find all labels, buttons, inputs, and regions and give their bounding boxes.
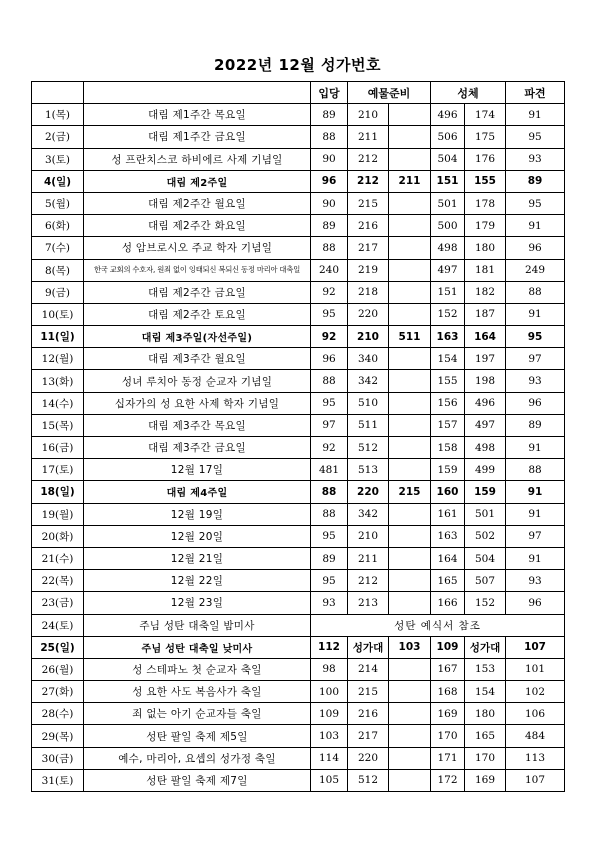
dismissal-cell: 106 xyxy=(506,703,565,725)
occasion-cell: 12월 23일 xyxy=(84,592,311,614)
offertory-cell-1: 212 xyxy=(348,170,389,192)
communion-cell-2: 169 xyxy=(465,769,506,791)
offertory-cell-1: 215 xyxy=(348,681,389,703)
communion-cell-2: 507 xyxy=(465,570,506,592)
date-cell: 30(금) xyxy=(32,747,84,769)
offertory-cell-2 xyxy=(389,703,431,725)
offertory-cell-1: 213 xyxy=(348,592,389,614)
occasion-cell: 대림 제3주간 금요일 xyxy=(84,437,311,459)
date-cell: 3(토) xyxy=(32,148,84,170)
header-row xyxy=(32,82,565,104)
dismissal-cell: 93 xyxy=(506,570,565,592)
offertory-cell-2 xyxy=(389,392,431,414)
offertory-cell-2 xyxy=(389,547,431,569)
dismissal-cell: 93 xyxy=(506,370,565,392)
table-row xyxy=(32,370,565,392)
communion-cell-2: 496 xyxy=(465,392,506,414)
occasion-cell: 대림 제2주간 화요일 xyxy=(84,215,311,237)
date-cell: 26(월) xyxy=(32,658,84,680)
offertory-cell-1: 211 xyxy=(348,126,389,148)
dismissal-cell: 95 xyxy=(506,126,565,148)
dismissal-cell: 91 xyxy=(506,547,565,569)
occasion-cell: 12월 20일 xyxy=(84,525,311,547)
entrance-cell: 100 xyxy=(311,681,348,703)
date-cell: 17(토) xyxy=(32,459,84,481)
offertory-cell-2: 211 xyxy=(389,170,431,192)
entrance-cell: 92 xyxy=(311,437,348,459)
table-row xyxy=(32,747,565,769)
occasion-cell: 주님 성탄 대축일 밤미사 xyxy=(84,614,311,636)
occasion-cell: 성 요한 사도 복음사가 축일 xyxy=(84,681,311,703)
offertory-cell-1: 성가대 xyxy=(348,636,389,658)
offertory-cell-2 xyxy=(389,348,431,370)
header-occasion xyxy=(84,82,311,104)
table-row xyxy=(32,681,565,703)
occasion-cell: 죄 없는 아기 순교자들 축일 xyxy=(84,703,311,725)
date-cell: 19(월) xyxy=(32,503,84,525)
offertory-cell-2 xyxy=(389,525,431,547)
date-cell: 23(금) xyxy=(32,592,84,614)
table-row xyxy=(32,592,565,614)
dismissal-cell: 96 xyxy=(506,592,565,614)
entrance-cell: 481 xyxy=(311,459,348,481)
dismissal-cell: 97 xyxy=(506,525,565,547)
offertory-cell-1: 214 xyxy=(348,658,389,680)
header-date xyxy=(32,82,84,104)
communion-cell-1: 158 xyxy=(431,437,465,459)
date-cell: 29(목) xyxy=(32,725,84,747)
communion-cell-1: 157 xyxy=(431,414,465,436)
occasion-cell: 대림 제2주일 xyxy=(84,170,311,192)
communion-cell-1: 171 xyxy=(431,747,465,769)
communion-cell-2: 501 xyxy=(465,503,506,525)
communion-cell-1: 155 xyxy=(431,370,465,392)
offertory-cell-2 xyxy=(389,459,431,481)
communion-cell-1: 501 xyxy=(431,192,465,214)
communion-cell-1: 500 xyxy=(431,215,465,237)
offertory-cell-2 xyxy=(389,148,431,170)
dismissal-cell: 91 xyxy=(506,437,565,459)
occasion-cell: 대림 제3주간 목요일 xyxy=(84,414,311,436)
dismissal-cell: 88 xyxy=(506,281,565,303)
table-row xyxy=(32,769,565,791)
table-row xyxy=(32,725,565,747)
table-row xyxy=(32,703,565,725)
dismissal-cell: 101 xyxy=(506,658,565,680)
offertory-cell-2 xyxy=(389,192,431,214)
communion-cell-1: 166 xyxy=(431,592,465,614)
dismissal-cell: 95 xyxy=(506,192,565,214)
communion-cell-2: 182 xyxy=(465,281,506,303)
occasion-cell: 대림 제2주간 금요일 xyxy=(84,281,311,303)
table-row xyxy=(32,326,565,348)
occasion-cell: 대림 제4주일 xyxy=(84,481,311,503)
communion-cell-2: 175 xyxy=(465,126,506,148)
entrance-cell: 88 xyxy=(311,503,348,525)
entrance-cell: 88 xyxy=(311,370,348,392)
occasion-cell: 대림 제1주간 목요일 xyxy=(84,104,311,126)
entrance-cell: 105 xyxy=(311,769,348,791)
communion-cell-1: 160 xyxy=(431,481,465,503)
dismissal-cell: 97 xyxy=(506,348,565,370)
merged-note-cell: 성탄 예식서 참조 xyxy=(311,614,565,636)
occasion-cell: 대림 제1주간 금요일 xyxy=(84,126,311,148)
date-cell: 4(일) xyxy=(32,170,84,192)
offertory-cell-1: 210 xyxy=(348,326,389,348)
occasion-cell: 12월 19일 xyxy=(84,503,311,525)
offertory-cell-2 xyxy=(389,570,431,592)
entrance-cell: 112 xyxy=(311,636,348,658)
offertory-cell-2 xyxy=(389,237,431,259)
date-cell: 15(목) xyxy=(32,414,84,436)
communion-cell-1: 168 xyxy=(431,681,465,703)
offertory-cell-2: 103 xyxy=(389,636,431,658)
communion-cell-1: 164 xyxy=(431,547,465,569)
offertory-cell-2: 215 xyxy=(389,481,431,503)
offertory-cell-1: 212 xyxy=(348,148,389,170)
date-cell: 22(목) xyxy=(32,570,84,592)
table-row xyxy=(32,437,565,459)
offertory-cell-1: 220 xyxy=(348,303,389,325)
date-cell: 31(토) xyxy=(32,769,84,791)
occasion-cell: 12월 17일 xyxy=(84,459,311,481)
offertory-cell-2 xyxy=(389,681,431,703)
communion-cell-2: 504 xyxy=(465,547,506,569)
entrance-cell: 90 xyxy=(311,148,348,170)
table-row xyxy=(32,392,565,414)
communion-cell-1: 156 xyxy=(431,392,465,414)
table-row xyxy=(32,503,565,525)
date-cell: 8(목) xyxy=(32,259,84,281)
occasion-cell: 12월 22일 xyxy=(84,570,311,592)
communion-cell-1: 172 xyxy=(431,769,465,791)
date-cell: 20(화) xyxy=(32,525,84,547)
offertory-cell-2 xyxy=(389,281,431,303)
entrance-cell: 95 xyxy=(311,570,348,592)
offertory-cell-2 xyxy=(389,725,431,747)
communion-cell-2: 498 xyxy=(465,437,506,459)
dismissal-cell: 88 xyxy=(506,459,565,481)
communion-cell-1: 109 xyxy=(431,636,465,658)
communion-cell-2: 165 xyxy=(465,725,506,747)
date-cell: 12(월) xyxy=(32,348,84,370)
entrance-cell: 95 xyxy=(311,392,348,414)
offertory-cell-2 xyxy=(389,769,431,791)
occasion-cell: 주님 성탄 대축일 낮미사 xyxy=(84,636,311,658)
date-cell: 13(화) xyxy=(32,370,84,392)
table-row xyxy=(32,658,565,680)
occasion-cell: 한국 교회의 수호자, 원죄 없이 잉태되신 복되신 동정 마리아 대축일 xyxy=(84,259,311,281)
table-row xyxy=(32,570,565,592)
communion-cell-1: 154 xyxy=(431,348,465,370)
offertory-cell-2 xyxy=(389,414,431,436)
communion-cell-2: 499 xyxy=(465,459,506,481)
header-dismissal: 파견 xyxy=(506,82,565,104)
communion-cell-1: 496 xyxy=(431,104,465,126)
entrance-cell: 92 xyxy=(311,326,348,348)
offertory-cell-1: 218 xyxy=(348,281,389,303)
entrance-cell: 90 xyxy=(311,192,348,214)
table-row xyxy=(32,281,565,303)
date-cell: 7(수) xyxy=(32,237,84,259)
offertory-cell-1: 342 xyxy=(348,503,389,525)
header-offertory: 예물준비 xyxy=(348,82,431,104)
occasion-cell: 성 스테파노 첫 순교자 축일 xyxy=(84,658,311,680)
communion-cell-2: 198 xyxy=(465,370,506,392)
table-row xyxy=(32,303,565,325)
communion-cell-2: 152 xyxy=(465,592,506,614)
dismissal-cell: 89 xyxy=(506,170,565,192)
communion-cell-2: 155 xyxy=(465,170,506,192)
communion-cell-2: 187 xyxy=(465,303,506,325)
offertory-cell-1: 210 xyxy=(348,104,389,126)
offertory-cell-1: 216 xyxy=(348,215,389,237)
communion-cell-2: 197 xyxy=(465,348,506,370)
table-row xyxy=(32,126,565,148)
offertory-cell-2 xyxy=(389,259,431,281)
offertory-cell-2 xyxy=(389,370,431,392)
offertory-cell-2 xyxy=(389,126,431,148)
communion-cell-2: 153 xyxy=(465,658,506,680)
entrance-cell: 95 xyxy=(311,525,348,547)
offertory-cell-2 xyxy=(389,658,431,680)
entrance-cell: 95 xyxy=(311,303,348,325)
offertory-cell-2 xyxy=(389,747,431,769)
communion-cell-2: 164 xyxy=(465,326,506,348)
communion-cell-1: 498 xyxy=(431,237,465,259)
occasion-cell: 성 암브로시오 주교 학자 기념일 xyxy=(84,237,311,259)
header-communion: 성체 xyxy=(431,82,506,104)
entrance-cell: 97 xyxy=(311,414,348,436)
communion-cell-2: 497 xyxy=(465,414,506,436)
entrance-cell: 88 xyxy=(311,126,348,148)
dismissal-cell: 107 xyxy=(506,769,565,791)
communion-cell-2: 502 xyxy=(465,525,506,547)
entrance-cell: 98 xyxy=(311,658,348,680)
entrance-cell: 88 xyxy=(311,237,348,259)
communion-cell-1: 163 xyxy=(431,326,465,348)
entrance-cell: 96 xyxy=(311,348,348,370)
offertory-cell-1: 215 xyxy=(348,192,389,214)
offertory-cell-1: 511 xyxy=(348,414,389,436)
communion-cell-1: 506 xyxy=(431,126,465,148)
occasion-cell: 성탄 팔일 축제 제5일 xyxy=(84,725,311,747)
offertory-cell-2 xyxy=(389,104,431,126)
date-cell: 6(화) xyxy=(32,215,84,237)
table-row xyxy=(32,459,565,481)
table-row xyxy=(32,414,565,436)
table-row xyxy=(32,259,565,281)
communion-cell-1: 170 xyxy=(431,725,465,747)
dismissal-cell: 89 xyxy=(506,414,565,436)
date-cell: 25(일) xyxy=(32,636,84,658)
communion-cell-2: 154 xyxy=(465,681,506,703)
dismissal-cell: 95 xyxy=(506,326,565,348)
communion-cell-2: 170 xyxy=(465,747,506,769)
date-cell: 27(화) xyxy=(32,681,84,703)
occasion-cell: 대림 제2주간 토요일 xyxy=(84,303,311,325)
dismissal-cell: 91 xyxy=(506,303,565,325)
entrance-cell: 109 xyxy=(311,703,348,725)
communion-cell-1: 151 xyxy=(431,281,465,303)
table-row xyxy=(32,614,565,636)
dismissal-cell: 93 xyxy=(506,148,565,170)
offertory-cell-1: 211 xyxy=(348,547,389,569)
table-row xyxy=(32,215,565,237)
offertory-cell-2 xyxy=(389,215,431,237)
occasion-cell: 성 프란치스코 하비에르 사제 기념일 xyxy=(84,148,311,170)
date-cell: 9(금) xyxy=(32,281,84,303)
table-row xyxy=(32,481,565,503)
communion-cell-2: 159 xyxy=(465,481,506,503)
date-cell: 5(월) xyxy=(32,192,84,214)
table-row xyxy=(32,348,565,370)
occasion-cell: 대림 제2주간 월요일 xyxy=(84,192,311,214)
entrance-cell: 92 xyxy=(311,281,348,303)
hymn-table xyxy=(31,81,565,792)
entrance-cell: 89 xyxy=(311,104,348,126)
entrance-cell: 96 xyxy=(311,170,348,192)
date-cell: 21(수) xyxy=(32,547,84,569)
offertory-cell-1: 510 xyxy=(348,392,389,414)
table-row xyxy=(32,237,565,259)
offertory-cell-1: 210 xyxy=(348,525,389,547)
date-cell: 11(일) xyxy=(32,326,84,348)
communion-cell-1: 163 xyxy=(431,525,465,547)
occasion-cell: 대림 제3주일(자선주일) xyxy=(84,326,311,348)
communion-cell-2: 181 xyxy=(465,259,506,281)
offertory-cell-2 xyxy=(389,592,431,614)
dismissal-cell: 91 xyxy=(506,503,565,525)
table-row xyxy=(32,104,565,126)
offertory-cell-1: 513 xyxy=(348,459,389,481)
offertory-cell-2 xyxy=(389,503,431,525)
dismissal-cell: 91 xyxy=(506,104,565,126)
offertory-cell-1: 212 xyxy=(348,570,389,592)
offertory-cell-1: 219 xyxy=(348,259,389,281)
occasion-cell: 예수, 마리아, 요셉의 성가정 축일 xyxy=(84,747,311,769)
table-row xyxy=(32,547,565,569)
offertory-cell-1: 220 xyxy=(348,747,389,769)
offertory-cell-1: 217 xyxy=(348,237,389,259)
communion-cell-1: 161 xyxy=(431,503,465,525)
communion-cell-2: 180 xyxy=(465,703,506,725)
dismissal-cell: 102 xyxy=(506,681,565,703)
table-row xyxy=(32,148,565,170)
table-row xyxy=(32,192,565,214)
occasion-cell: 십자가의 성 요한 사제 학자 기념일 xyxy=(84,392,311,414)
offertory-cell-1: 512 xyxy=(348,769,389,791)
date-cell: 1(목) xyxy=(32,104,84,126)
communion-cell-1: 169 xyxy=(431,703,465,725)
offertory-cell-2 xyxy=(389,437,431,459)
entrance-cell: 114 xyxy=(311,747,348,769)
table-body xyxy=(32,104,565,792)
communion-cell-1: 497 xyxy=(431,259,465,281)
date-cell: 10(토) xyxy=(32,303,84,325)
date-cell: 28(수) xyxy=(32,703,84,725)
entrance-cell: 93 xyxy=(311,592,348,614)
offertory-cell-1: 217 xyxy=(348,725,389,747)
communion-cell-1: 159 xyxy=(431,459,465,481)
dismissal-cell: 91 xyxy=(506,215,565,237)
entrance-cell: 89 xyxy=(311,215,348,237)
offertory-cell-1: 220 xyxy=(348,481,389,503)
offertory-cell-2: 511 xyxy=(389,326,431,348)
communion-cell-2: 180 xyxy=(465,237,506,259)
offertory-cell-1: 512 xyxy=(348,437,389,459)
dismissal-cell: 96 xyxy=(506,237,565,259)
communion-cell-2: 174 xyxy=(465,104,506,126)
page-title: 2022년 12월 성가번호 xyxy=(213,56,381,74)
offertory-cell-1: 340 xyxy=(348,348,389,370)
table-row xyxy=(32,636,565,658)
occasion-cell: 성녀 루치아 동정 순교자 기념일 xyxy=(84,370,311,392)
dismissal-cell: 484 xyxy=(506,725,565,747)
offertory-cell-1: 216 xyxy=(348,703,389,725)
dismissal-cell: 113 xyxy=(506,747,565,769)
communion-cell-2: 176 xyxy=(465,148,506,170)
date-cell: 18(일) xyxy=(32,481,84,503)
communion-cell-1: 151 xyxy=(431,170,465,192)
communion-cell-1: 504 xyxy=(431,148,465,170)
entrance-cell: 88 xyxy=(311,481,348,503)
dismissal-cell: 249 xyxy=(506,259,565,281)
communion-cell-2: 178 xyxy=(465,192,506,214)
communion-cell-1: 152 xyxy=(431,303,465,325)
offertory-cell-2 xyxy=(389,303,431,325)
dismissal-cell: 91 xyxy=(506,481,565,503)
offertory-cell-1: 342 xyxy=(348,370,389,392)
entrance-cell: 240 xyxy=(311,259,348,281)
occasion-cell: 성탄 팔일 축제 제7일 xyxy=(84,769,311,791)
communion-cell-1: 167 xyxy=(431,658,465,680)
communion-cell-1: 165 xyxy=(431,570,465,592)
communion-cell-2: 성가대 xyxy=(465,636,506,658)
dismissal-cell: 107 xyxy=(506,636,565,658)
communion-cell-2: 179 xyxy=(465,215,506,237)
date-cell: 2(금) xyxy=(32,126,84,148)
occasion-cell: 대림 제3주간 월요일 xyxy=(84,348,311,370)
header-entrance: 입당 xyxy=(311,82,348,104)
dismissal-cell: 96 xyxy=(506,392,565,414)
entrance-cell: 89 xyxy=(311,547,348,569)
date-cell: 24(토) xyxy=(32,614,84,636)
date-cell: 16(금) xyxy=(32,437,84,459)
occasion-cell: 12월 21일 xyxy=(84,547,311,569)
entrance-cell: 103 xyxy=(311,725,348,747)
table-row xyxy=(32,525,565,547)
table-row xyxy=(32,170,565,192)
date-cell: 14(수) xyxy=(32,392,84,414)
